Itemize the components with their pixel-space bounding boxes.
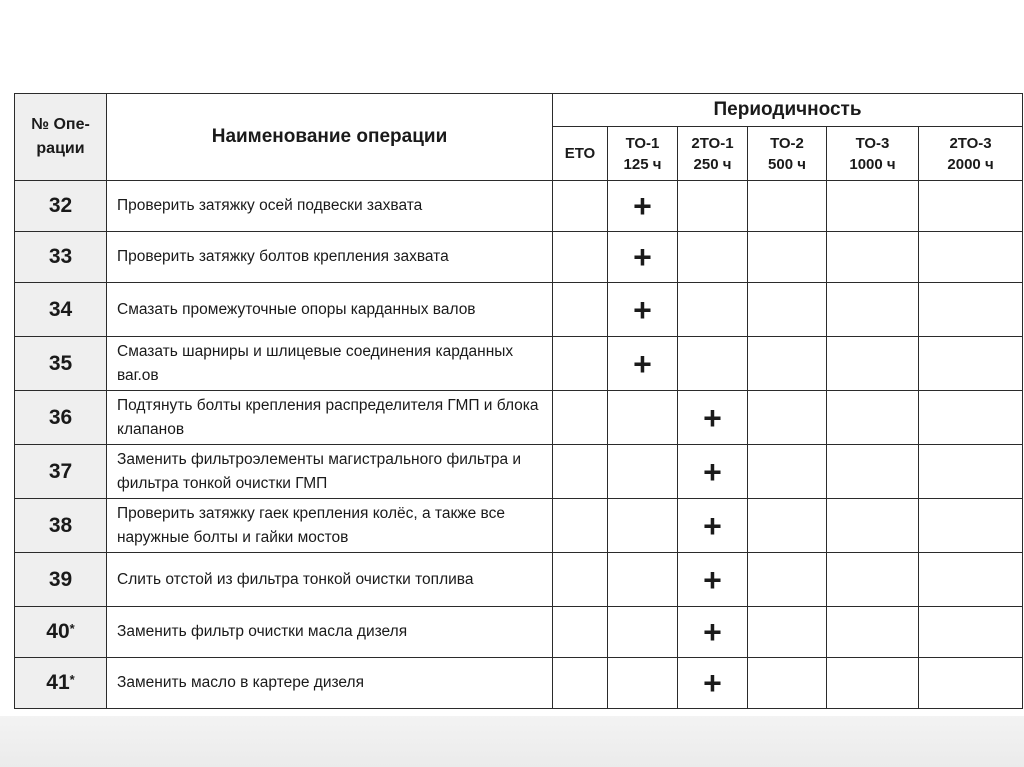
op-number-cell	[15, 445, 107, 499]
table-row	[15, 499, 1023, 553]
op-number-cell	[15, 232, 107, 283]
header-col-to1-line2: 125 ч	[623, 155, 662, 173]
op-number-cell	[15, 658, 107, 709]
table-body	[15, 181, 1023, 709]
period-cell-2to3	[919, 283, 1023, 337]
plus-mark-icon: +	[633, 188, 652, 224]
op-number-cell	[15, 607, 107, 658]
plus-mark-icon: +	[703, 614, 722, 650]
op-number: 40	[46, 620, 70, 643]
table-row	[15, 607, 1023, 658]
period-cell-2to1	[678, 553, 748, 607]
header-col-to3-line1: ТО-3	[855, 134, 890, 152]
plus-mark-icon: +	[633, 345, 652, 382]
period-cell-eto	[553, 553, 608, 607]
header-col-2to1-line2: 250 ч	[693, 155, 732, 173]
period-cell-2to1	[678, 499, 748, 553]
header-col-2to3	[919, 127, 1023, 181]
plus-mark-icon: +	[633, 239, 652, 275]
plus-mark-icon: +	[633, 291, 652, 328]
period-cell-to2	[748, 391, 827, 445]
bottom-band	[0, 716, 1024, 767]
header-col-2to1	[678, 127, 748, 181]
op-number-cell	[15, 499, 107, 553]
period-cell-to1	[608, 181, 678, 232]
period-cell-2to1	[678, 658, 748, 709]
period-cell-to1	[608, 553, 678, 607]
op-name-cell: Смазать шарниры и шлицевые соединения карданных ваг.ов	[107, 337, 553, 391]
op-name-cell: Подтянуть болты крепления распределителя ГМП и блока клапанов	[107, 391, 553, 445]
period-cell-2to3	[919, 337, 1023, 391]
op-name-cell: Проверить затяжку болтов крепления захвата	[107, 232, 553, 283]
header-col-to3-line2: 1000 ч	[849, 155, 896, 173]
period-cell-to3	[827, 658, 919, 709]
header-op-number-line1: № Опе-	[31, 116, 90, 133]
plus-mark-icon: +	[703, 561, 722, 598]
op-number-cell	[15, 181, 107, 232]
header-col-to2	[748, 127, 827, 181]
plus-mark-icon: +	[703, 665, 722, 701]
period-cell-to2	[748, 181, 827, 232]
op-number-cell	[15, 553, 107, 607]
op-number-cell	[15, 391, 107, 445]
period-cell-to1	[608, 232, 678, 283]
op-number: 38	[48, 513, 73, 537]
period-cell-to3	[827, 499, 919, 553]
op-number: 37	[48, 459, 73, 483]
op-number: 39	[48, 567, 73, 591]
period-cell-to1	[608, 445, 678, 499]
period-cell-2to1	[678, 232, 748, 283]
table-row	[15, 445, 1023, 499]
period-cell-eto	[553, 607, 608, 658]
period-cell-to1	[608, 391, 678, 445]
op-number: 34	[48, 297, 73, 321]
period-cell-2to3	[919, 499, 1023, 553]
period-cell-to2	[748, 445, 827, 499]
plus-mark-icon: +	[703, 453, 722, 490]
header-col-eto-line1: ЕТО	[564, 145, 596, 163]
header-op-number	[15, 94, 107, 181]
period-cell-to2	[748, 283, 827, 337]
period-cell-2to3	[919, 445, 1023, 499]
op-name-cell: Смазать промежуточные опоры карданных валов	[107, 283, 553, 337]
op-name-cell: Слить отстой из фильтра тонкой очистки топлива	[107, 553, 553, 607]
table-row	[15, 658, 1023, 709]
op-number-cell	[15, 337, 107, 391]
period-cell-to3	[827, 391, 919, 445]
op-number: 36	[48, 405, 73, 429]
period-cell-to3	[827, 232, 919, 283]
period-cell-2to1	[678, 283, 748, 337]
period-cell-2to1	[678, 445, 748, 499]
op-number: 35	[48, 351, 73, 375]
period-cell-to1	[608, 283, 678, 337]
period-cell-to2	[748, 607, 827, 658]
period-cell-2to1	[678, 391, 748, 445]
header-op-name: Наименование операции	[107, 94, 553, 181]
period-cell-2to1	[678, 337, 748, 391]
header-col-2to3-line1: 2ТО-3	[949, 134, 992, 152]
header-col-to2-line1: ТО-2	[770, 134, 804, 152]
table-row	[15, 337, 1023, 391]
op-number-asterisk: *	[69, 672, 75, 687]
table-row	[15, 553, 1023, 607]
period-cell-to3	[827, 607, 919, 658]
table-row	[15, 232, 1023, 283]
op-name-cell: Проверить затяжку гаек крепления колёс, а также все наружные болты и гайки мостов	[107, 499, 553, 553]
period-cell-eto	[553, 283, 608, 337]
op-name-cell: Проверить затяжку осей подвески захвата	[107, 181, 553, 232]
period-cell-eto	[553, 499, 608, 553]
period-cell-2to3	[919, 658, 1023, 709]
period-cell-eto	[553, 232, 608, 283]
table-row	[15, 181, 1023, 232]
period-cell-to2	[748, 553, 827, 607]
period-cell-2to3	[919, 607, 1023, 658]
op-name-cell: Заменить масло в картере дизеля	[107, 658, 553, 709]
period-cell-to2	[748, 499, 827, 553]
period-cell-eto	[553, 445, 608, 499]
op-number: 32	[48, 194, 73, 217]
period-cell-to3	[827, 337, 919, 391]
plus-mark-icon: +	[703, 399, 722, 436]
period-cell-eto	[553, 337, 608, 391]
header-col-2to1-line1: 2ТО-1	[691, 134, 734, 152]
period-cell-eto	[553, 181, 608, 232]
period-cell-to2	[748, 337, 827, 391]
maintenance-table	[14, 93, 1023, 709]
period-cell-to3	[827, 181, 919, 232]
op-name-cell: Заменить фильтроэлементы магистрального фильтра и фильтра тонкой очистки ГМП	[107, 445, 553, 499]
header-col-to1	[608, 127, 678, 181]
table-row	[15, 391, 1023, 445]
period-cell-to2	[748, 232, 827, 283]
header-periodicity: Периодичность	[553, 94, 1023, 127]
period-cell-to2	[748, 658, 827, 709]
period-cell-to1	[608, 499, 678, 553]
op-number: 41	[46, 671, 70, 694]
period-cell-to1	[608, 607, 678, 658]
header-col-to1-line1: ТО-1	[625, 134, 660, 152]
header-col-2to3-line2: 2000 ч	[947, 155, 994, 173]
period-cell-2to3	[919, 391, 1023, 445]
plus-mark-icon: +	[703, 507, 722, 544]
period-cell-eto	[553, 658, 608, 709]
period-cell-to3	[827, 553, 919, 607]
header-col-eto	[553, 127, 608, 181]
period-cell-to1	[608, 658, 678, 709]
period-cell-to3	[827, 283, 919, 337]
op-name-cell: Заменить фильтр очистки масла дизеля	[107, 607, 553, 658]
header-col-to3	[827, 127, 919, 181]
header-op-number-line2: рации	[36, 140, 85, 157]
period-cell-2to1	[678, 181, 748, 232]
op-number: 33	[48, 245, 73, 268]
header-col-to2-line2: 500 ч	[768, 155, 806, 173]
period-cell-eto	[553, 391, 608, 445]
op-number-asterisk: *	[69, 621, 75, 636]
table-row	[15, 283, 1023, 337]
period-cell-2to1	[678, 607, 748, 658]
period-cell-2to3	[919, 181, 1023, 232]
period-cell-to3	[827, 445, 919, 499]
period-cell-2to3	[919, 232, 1023, 283]
period-cell-to1	[608, 337, 678, 391]
op-number-cell	[15, 283, 107, 337]
period-cell-2to3	[919, 553, 1023, 607]
